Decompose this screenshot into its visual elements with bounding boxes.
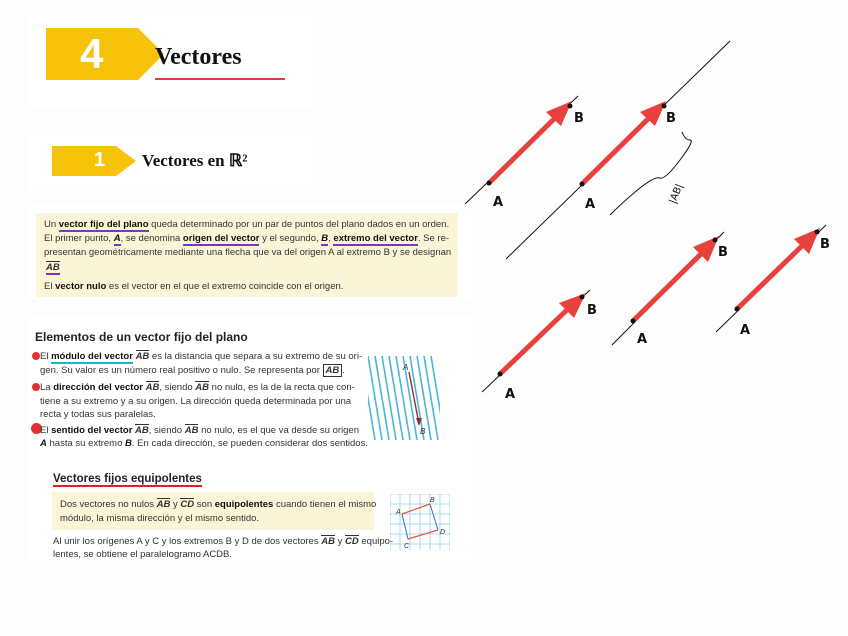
chapter-title: Vectores bbox=[155, 44, 242, 70]
paralelogramo-line-1: Al unir los orígenes A y C y los extremos B y D de dos vectores AB y CD equipo- bbox=[53, 536, 394, 547]
sketch-label-b: B bbox=[666, 111, 676, 126]
fig-label-b: B bbox=[420, 427, 426, 436]
direccion-line-2: tiene a su extremo y a su origen. La dirección queda determinada por una bbox=[40, 396, 352, 407]
sketch-arrow-2 bbox=[582, 116, 651, 184]
sketch-label-b: B bbox=[820, 237, 830, 252]
elements-title: Elementos de un vector fijo del plano bbox=[35, 330, 248, 344]
equipolentes-line-2: módulo, la misma dirección y el mismo sentido. bbox=[60, 513, 260, 524]
section-number: 1 bbox=[94, 149, 106, 171]
direccion-line-3: recta y todas sus paralelas. bbox=[40, 409, 156, 420]
sentido-line-2: A hasta su extremo B. En cada dirección, se pueden considerar dos sentidos. bbox=[40, 438, 368, 449]
section-title: Vectores en ℝ² bbox=[142, 151, 248, 170]
definition-line-4: AB bbox=[46, 262, 60, 273]
chapter-number: 4 bbox=[80, 30, 104, 77]
fig-label-a: A bbox=[403, 363, 409, 372]
equipolentes-line-1: Dos vectores no nulos AB y CD son equipolentes cuando tienen el mismo bbox=[60, 499, 377, 510]
fig2-label-b: B bbox=[430, 497, 435, 504]
sketch-label-a: A bbox=[637, 332, 648, 347]
sketch-arrow-4 bbox=[633, 251, 704, 321]
fig2-label-a: A bbox=[396, 509, 401, 516]
modulo-line-1: El módulo del vector AB es la distancia que separa a su extremo de su ori- bbox=[40, 351, 363, 362]
modulo-line-2: gen. Su valor es un número real positivo o nulo. Se representa por AB . bbox=[40, 365, 345, 376]
paralelogramo-line-2: lentes, se obtiene el paralelogramo ACDB. bbox=[53, 549, 233, 560]
sketch-label-b: B bbox=[587, 303, 597, 318]
sentido-line-1: El sentido del vector AB, siendo AB no nulo, es el que va desde su origen bbox=[40, 425, 359, 436]
sketch-label-b: B bbox=[718, 245, 728, 260]
sketch-arrow-5 bbox=[737, 243, 805, 309]
equipolentes-title: Vectores fijos equipolentes bbox=[53, 473, 202, 485]
definition-line-1: Un vector fijo del plano queda determinado por un par de puntos del plano dados en un orden. bbox=[44, 219, 450, 230]
sketch-label-a: A bbox=[493, 195, 504, 210]
definition-line-3: presentan geométricamente mediante una flecha que va del origen A al extremo B y se designan bbox=[44, 247, 452, 258]
sketch-arrow-1 bbox=[489, 116, 557, 183]
sketch-label-a: A bbox=[505, 387, 516, 402]
sketch-label-b: B bbox=[574, 111, 584, 126]
sketch-label-a: A bbox=[585, 197, 596, 212]
direccion-line-1: La dirección del vector AB, siendo AB no nulo, es la de la recta que con- bbox=[40, 382, 355, 393]
sketch-note-modulo: |AB| bbox=[667, 182, 686, 206]
sketch-label-a: A bbox=[740, 323, 751, 338]
definition-line-2: El primer punto, A, se denomina origen del vector y el segundo, B, extremo del vector. Se re- bbox=[44, 233, 450, 244]
sketch-arrow-3 bbox=[500, 307, 570, 374]
fig2-label-d: D bbox=[440, 529, 446, 536]
definition-line-5: El vector nulo es el vector en el que el extremo coincide con el origen. bbox=[44, 281, 344, 292]
fig2-label-c: C bbox=[404, 543, 410, 550]
